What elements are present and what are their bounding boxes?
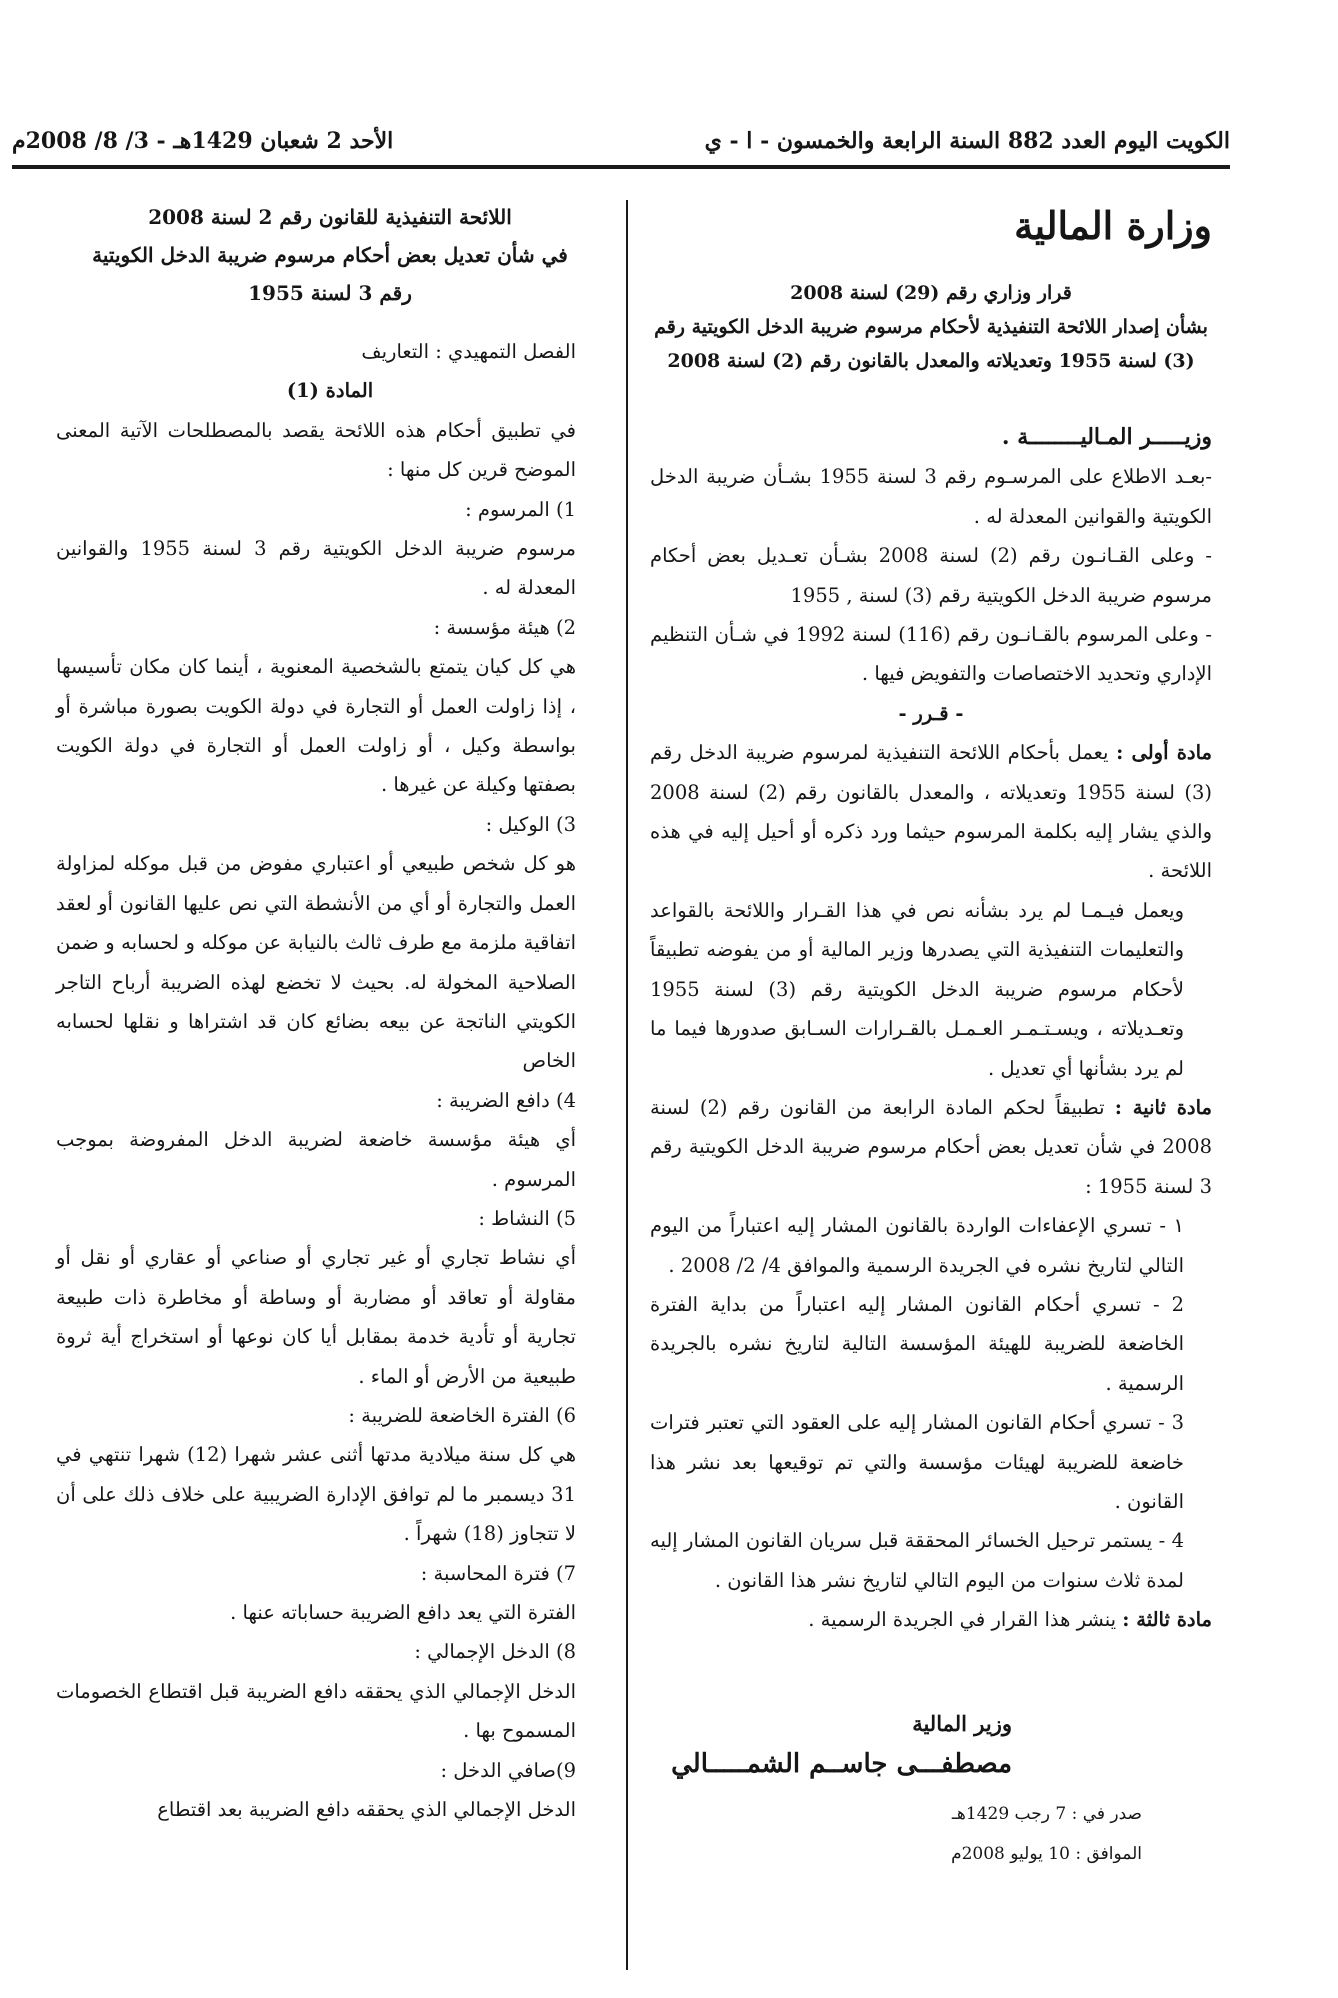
article-3-label: مادة ثالثة :: [1122, 1608, 1212, 1632]
definition-text: هو كل شخص طبيعي أو اعتباري مفوض من قبل موكله لمزاولة العمل والتجارة أو أي من الأنشطة التي نص عليها القانون أو لعقد اتفاقية ملزمة مع طرف ثالث بالنيابة عن موكله و لحسابه و ضمن الصلاحية المخولة له. بحيث لا تخضع لهذه الضريبة أرباح التاجر الكويتي الناتجة عن بيعه بضائع كان قد اشتراها و نقلها لحسابه الخاص: [56, 852, 576, 1073]
definition-term: 4) دافع الضريبة :: [436, 1088, 576, 1112]
definition-term: 2) هيئة مؤسسة :: [433, 615, 576, 639]
preamble-3: - وعلى المرسوم بالقـانـون رقم (116) لسنة 1992 في شـأن التنظيم الإداري وتحديد الاختصاصات والتفويض فيها .: [650, 623, 1212, 686]
article-2-item-4: 4 - يستمر ترحيل الخسائر المحققة قبل سريان القانون المشار إليه لمدة ثلاث سنوات من اليوم التالي لتاريخ نشر هذا القانون .: [650, 1529, 1184, 1592]
minister-heading: وزيـــــر المـاليــــــــة .: [1001, 424, 1212, 450]
definition-term: 9)صافي الدخل :: [440, 1758, 576, 1782]
article-3: [650, 1600, 1212, 1639]
article-2-label: مادة ثانية :: [1114, 1095, 1213, 1119]
preamble-2: - وعلى القـانـون رقم (2) لسنة 2008 بشـأن تعـديل بعض أحكام مرسوم ضريبة الدخل الكويتية رقم (3) لسنة , 1955: [650, 544, 1212, 607]
article-3-text: ينشر هذا القرار في الجريدة الرسمية .: [808, 1608, 1123, 1632]
decree-title: بشأن إصدار اللائحة التنفيذية لأحكام مرسوم ضريبة الدخل الكويتية رقم (3) لسنة 1955 وتعديلاته والمعدل بالقانون رقم (2) لسنة 2008: [654, 316, 1208, 372]
column-divider: [626, 200, 628, 1970]
header-rule: [12, 165, 1230, 169]
definitions-list: [56, 490, 604, 1830]
article-1-text: يعمل بأحكام اللائحة التنفيذية لمرسوم ضريبة الدخل رقم (3) لسنة 1955 وتعديلاته ، والمعدل بالقانون رقم (2) لسنة 2008 والذي يشار إليه بكلمة المرسوم حيثما ورد ذكره أو أحيل إليه في هذه اللائحة .: [650, 741, 1213, 883]
header-issue-info: الكويت اليوم العدد 882 السنة الرابعة والخمسون - ا - ي: [704, 128, 1230, 154]
definitions-intro: في تطبيق أحكام هذه اللائحة يقصد بالمصطلحات الآتية المعنى الموضح قرين كل منها :: [56, 418, 576, 482]
definition-term: 8) الدخل الإجمالي :: [414, 1640, 576, 1664]
chapter-heading: الفصل التمهيدي : التعاريف: [361, 340, 576, 363]
definition-term: 3) الوكيل :: [485, 812, 576, 836]
regulation-title-1: اللائحة التنفيذية للقانون رقم 2 لسنة 2008: [148, 205, 512, 229]
regulation-title-3: رقم 3 لسنة 1955: [248, 281, 412, 305]
article-2-item-3: 3 - تسري أحكام القانون المشار إليه على العقود التي تعتبر فترات خاضعة للضريبة لهيئات مؤسسة والتي تم توقيعها بعد نشر هذا القانون .: [650, 1411, 1184, 1513]
right-column: [650, 198, 1212, 1874]
definition-text: هي كل سنة ميلادية مدتها أثنى عشر شهرا (12) شهرا تنتهي في 31 ديسمبر ما لم توافق الإدارة الضريبية على خلاف ذلك على أن لا تتجاوز (18) شهراً .: [56, 1443, 576, 1546]
definition-text: الدخل الإجمالي الذي يحققه دافع الضريبة بعد اقتطاع: [157, 1798, 576, 1822]
ministry-title: وزارة المالية: [1014, 203, 1212, 248]
signature-name: مصطفـــى جاســم الشمـــــالي: [671, 1748, 1012, 1779]
definition-term: 7) فترة المحاسبة :: [420, 1561, 576, 1585]
issued-date: صدر في : 7 رجب 1429هـ: [951, 1803, 1142, 1824]
definition-text: أي هيئة مؤسسة خاضعة لضريبة الدخل المفروضة بموجب المرسوم .: [56, 1128, 576, 1191]
definition-text: مرسوم ضريبة الدخل الكويتية رقم 3 لسنة 1955 والقوانين المعدلة له .: [56, 537, 576, 600]
header-date: الأحد 2 شعبان 1429هـ - 3/ 8/ 2008م: [12, 128, 394, 154]
decree-number: قرار وزاري رقم (29) لسنة 2008: [790, 282, 1072, 304]
article-1: [650, 733, 1212, 891]
definition-text: الدخل الإجمالي الذي يحققه دافع الضريبة قبل اقتطاع الخصومات المسموح بها .: [56, 1679, 576, 1743]
decided-heading: - قـرر -: [898, 701, 964, 725]
definition-text: أي نشاط تجاري أو غير تجاري أو صناعي أو عقاري أو نقل أو مقاولة أو تعاقد أو مضاربة أو وساطة أو مخاطرة ذات طبيعة تجارية أو تأدية خدمة بمقابل أيا كان نوعها أو استخراج أية ثروة طبيعية من الأرض أو الماء .: [56, 1246, 576, 1388]
left-column: [56, 198, 604, 1829]
article-2-item-1: ١ - تسري الإعفاءات الواردة بالقانون المشار إليه اعتباراً من اليوم التالي لتاريخ نشره في الجريدة الرسمية والموافق 4/ 2/ 2008 .: [650, 1214, 1184, 1277]
definition-term: 1) المرسوم :: [465, 497, 576, 521]
article-heading: المادة (1): [286, 379, 374, 403]
article-2: [650, 1088, 1212, 1206]
definition-term: 6) الفترة الخاضعة للضريبة :: [348, 1403, 576, 1427]
article-1-para-2: ويعمل فيـمـا لم يرد بشأنه نص في هذا القـرار واللائحة بالقواعد والتعليمات التنفيذية التي يصدرها وزير المالية أو من يفوضه تطبيقاً لأحكام مرسوم ضريبة الدخل الكويتية رقم (3) لسنة 1955 وتعـديلاته ، ويسـتـمـر العـمـل بالقـرارات السـابق صدورها فيما ما لم يرد بشأنها أي تعديل .: [650, 898, 1185, 1080]
definition-text: الفترة التي يعد دافع الضريبة حساباته عنها .: [230, 1601, 576, 1624]
article-2-text: تطبيقاً لحكم المادة الرابعة من القانون رقم (2) لسنة 2008 في شأن تعديل بعض أحكام مرسوم ضريبة الدخل الكويتية رقم 3 لسنة 1955 :: [650, 1095, 1212, 1198]
article-1-label: مادة أولى :: [1116, 741, 1213, 765]
regulation-title-2: في شأن تعديل بعض أحكام مرسوم ضريبة الدخل الكويتية: [92, 243, 568, 267]
preamble-1: -بعـد الاطلاع على المرسـوم رقم 3 لسنة 1955 بشـأن ضريبة الدخل الكويتية والقوانين المعدلة له .: [650, 465, 1212, 528]
definition-term: 5) النشاط :: [478, 1206, 576, 1230]
definition-text: هي كل كيان يتمتع بالشخصية المعنوية ، أينما كان مكان تأسيسها ، إذا زاولت العمل أو التجارة في دولة الكويت بصورة مباشرة أو بواسطة وكيل ، أو زاولت العمل أو التجارة في دولة الكويت بصفتها وكيلة عن غيرها .: [56, 655, 576, 797]
signature-title: وزير المالية: [912, 1710, 1012, 1736]
article-2-item-2: 2 - تسري أحكام القانون المشار إليه اعتباراً من بداية الفترة الخاضعة للضريبة للهيئة المؤسسة التالية لتاريخ نشره بالجريدة الرسمية .: [650, 1292, 1184, 1395]
corresponding-date: الموافق : 10 يوليو 2008م: [951, 1843, 1142, 1864]
